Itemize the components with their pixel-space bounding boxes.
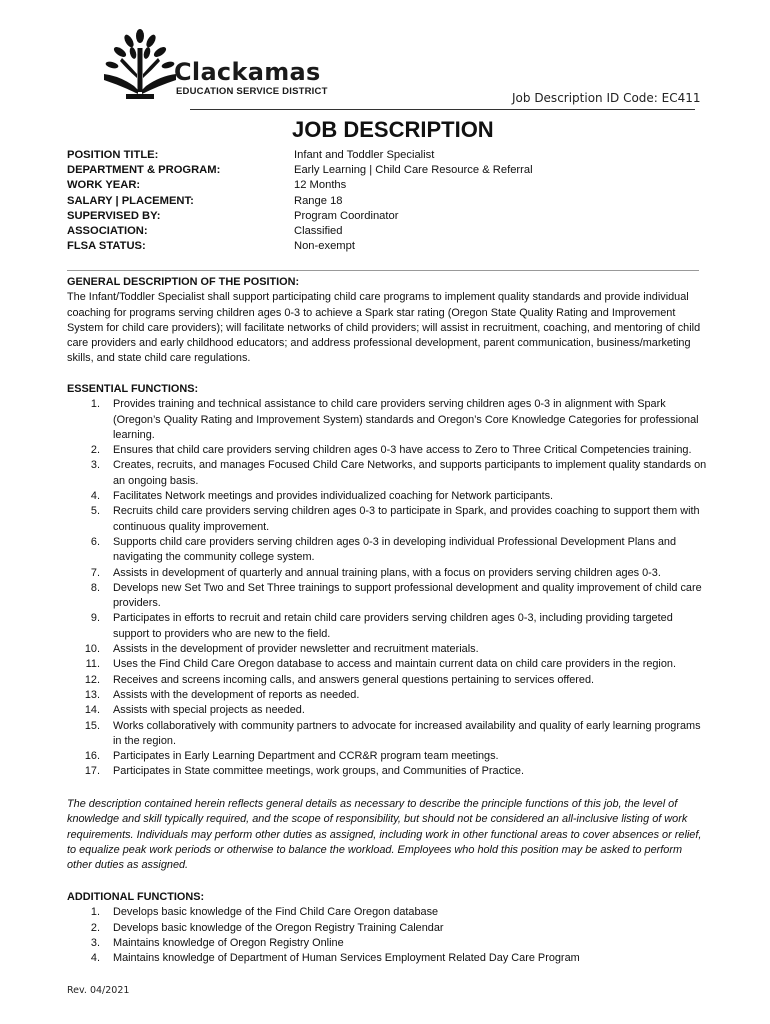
logo — [100, 28, 328, 108]
info-label: WORK YEAR: — [67, 179, 141, 192]
list-item — [67, 764, 707, 779]
info-label: SUPERVISED BY: — [67, 209, 161, 222]
list-item — [67, 749, 707, 764]
list-item-number: 17. — [84, 765, 100, 778]
list-item-number: 14. — [84, 704, 100, 717]
list-item-text: Assists in the development of provider newsletter and recruitment materials. — [113, 643, 479, 656]
list-item-text: Participates in Early Learning Department and CCR&R program team meetings. — [113, 750, 499, 763]
list-item — [67, 458, 707, 489]
info-value: Classified — [294, 224, 343, 237]
list-item-text: Assists with special projects as needed. — [113, 704, 305, 717]
revision-date: Rev. 04/2021 — [67, 985, 130, 996]
tree-hands-icon — [100, 28, 180, 108]
list-item-text: Receives and screens incoming calls, and answers general questions pertaining to services offered. — [113, 673, 595, 686]
list-item-number: 16. — [84, 750, 100, 763]
list-item-number: 9. — [90, 612, 100, 625]
essential-functions-heading: ESSENTIAL FUNCTIONS: — [67, 383, 199, 395]
info-value: Non-exempt — [294, 240, 355, 253]
list-item-text: Recruits child care providers serving children ages 0-3 to participate in Spark, and provides coaching to support them with continuous quality improvement. — [113, 505, 700, 533]
list-item — [67, 581, 707, 612]
essential-functions-section — [67, 382, 707, 780]
list-item-text: Develops basic knowledge of the Find Child Care Oregon database — [113, 906, 439, 919]
list-item-text: Assists with the development of reports as needed. — [113, 688, 360, 701]
list-item-number: 4. — [90, 952, 100, 965]
disclaimer-text: The description contained herein reflects general details as necessary to describe the principle functions of this job, the level of knowledge and skill typically required, and the scope of responsibility, but should not be considered an all-inclusive listing of work requirements. Individuals may perform other duties as assigned, including work in other functional areas to cover absences or relief, to equalize peak work periods or otherwise to balance the workload. Employees who hold this position may be asked to perform other duties as assigned. — [67, 798, 702, 872]
info-value: Range 18 — [294, 194, 343, 207]
list-item-number: 6. — [90, 535, 100, 548]
list-item-text: Participates in State committee meetings, work groups, and Communities of Practice. — [113, 765, 524, 778]
list-item — [67, 688, 707, 703]
additional-functions-section — [67, 890, 707, 966]
list-item-text: Facilitates Network meetings and provides individualized coaching for Network participants. — [113, 490, 554, 503]
logo-name: Clackamas — [174, 58, 321, 86]
list-item — [67, 535, 707, 566]
job-id-code: Job Description ID Code: EC411 — [512, 91, 701, 105]
general-description-text: The Infant/Toddler Specialist shall support participating child care programs to implement quality standards and provide individual coaching for programs serving children ages 0-3 to achieve a Spark star rating (Oregon State Quality Rating and Improvement System for child care providers); will facilitate networks of child providers; will assist in recruitment, coaching, and mentoring of child care providers and early childhood educators; and address professional development, parent communication, business/marketing skills, and state child care regulations. — [67, 291, 701, 365]
list-item-text: Works collaboratively with community partners to advocate for increased availability and quality of early learning programs in the region. — [113, 719, 701, 747]
list-item — [67, 443, 707, 458]
header-rule — [190, 109, 695, 110]
info-label: POSITION TITLE: — [67, 149, 159, 161]
list-item-text: Develops new Set Two and Set Three trainings to support professional development and quality improvement of child care providers. — [113, 581, 702, 610]
list-item-number: 7. — [90, 566, 100, 579]
list-item — [67, 921, 707, 936]
list-item-number: 4. — [90, 490, 100, 503]
list-item — [67, 657, 707, 672]
info-label: DEPARTMENT & PROGRAM: — [67, 164, 221, 177]
additional-functions-heading: ADDITIONAL FUNCTIONS: — [67, 891, 205, 903]
section-divider — [67, 270, 699, 271]
list-item-number: 10. — [84, 643, 100, 656]
info-value: Program Coordinator — [294, 209, 399, 222]
list-item-number: 3. — [90, 936, 100, 949]
list-item — [67, 611, 707, 642]
list-item — [67, 951, 707, 966]
list-item-number: 5. — [90, 505, 100, 518]
list-item — [67, 936, 707, 951]
general-description-heading: GENERAL DESCRIPTION OF THE POSITION: — [67, 276, 300, 288]
logo-subtitle: EDUCATION SERVICE DISTRICT — [176, 86, 328, 97]
list-item-text: Ensures that child care providers serving children ages 0-3 have access to Zero to Three Critical Competencies training. — [113, 444, 692, 457]
info-label: FLSA STATUS: — [67, 240, 146, 253]
list-item — [67, 703, 707, 718]
list-item-number: 12. — [84, 673, 100, 686]
list-item-text: Participates in efforts to recruit and retain child care providers serving children ages 0-3, including providing targeted support to providers who are new to the field. — [113, 612, 673, 640]
list-item — [67, 673, 707, 688]
list-item-text: Assists in development of quarterly and annual training plans, with a focus on providers serving children ages 0-3. — [113, 566, 661, 579]
general-description-section — [67, 275, 707, 367]
list-item-number: 2. — [90, 921, 100, 934]
list-item-number: 8. — [90, 581, 100, 594]
list-item — [67, 489, 707, 504]
list-item — [67, 566, 707, 581]
list-item-text: Maintains knowledge of Department of Human Services Employment Related Day Care Program — [113, 952, 580, 965]
list-item — [67, 397, 707, 443]
list-item — [67, 642, 707, 657]
list-item-text: Provides training and technical assistance to child care providers serving children ages 0-3 in alignment with Spark (Oregon’s Quality Rating and Improvement System) standards and Oregon’s Core Knowledge Categories for professional learning. — [113, 398, 699, 441]
list-item-text: Supports child care providers serving children ages 0-3 in developing individual Professional Development Plans and navigating the community college system. — [113, 535, 677, 564]
essential-functions-list — [67, 397, 707, 779]
list-item-number: 15. — [84, 719, 100, 732]
list-item — [67, 504, 707, 535]
list-item-number: 3. — [90, 459, 100, 472]
list-item-number: 11. — [85, 658, 100, 671]
list-item — [67, 719, 707, 750]
list-item-number: 1. — [90, 906, 100, 919]
list-item-text: Maintains knowledge of Oregon Registry Online — [113, 936, 344, 949]
list-item-number: 1. — [90, 398, 100, 411]
additional-functions-list — [67, 905, 707, 966]
disclaimer-section — [67, 797, 707, 873]
list-item-text: Creates, recruits, and manages Focused Child Care Networks, and supports participants to implement quality standards on an ongoing basis. — [113, 459, 707, 487]
info-value: Infant and Toddler Specialist — [294, 149, 435, 161]
list-item-number: 13. — [84, 688, 100, 701]
info-value: Early Learning | Child Care Resource & Referral — [294, 164, 533, 177]
list-item — [67, 905, 707, 920]
info-label: SALARY | PLACEMENT: — [67, 194, 194, 207]
info-value: 12 Months — [294, 179, 347, 192]
list-item-text: Uses the Find Child Care Oregon database to access and maintain current data on child care providers in the region. — [113, 658, 676, 671]
page-title: JOB DESCRIPTION — [292, 117, 494, 142]
list-item-number: 2. — [90, 444, 100, 457]
info-label: ASSOCIATION: — [67, 224, 148, 237]
list-item-text: Develops basic knowledge of the Oregon Registry Training Calendar — [113, 921, 444, 934]
